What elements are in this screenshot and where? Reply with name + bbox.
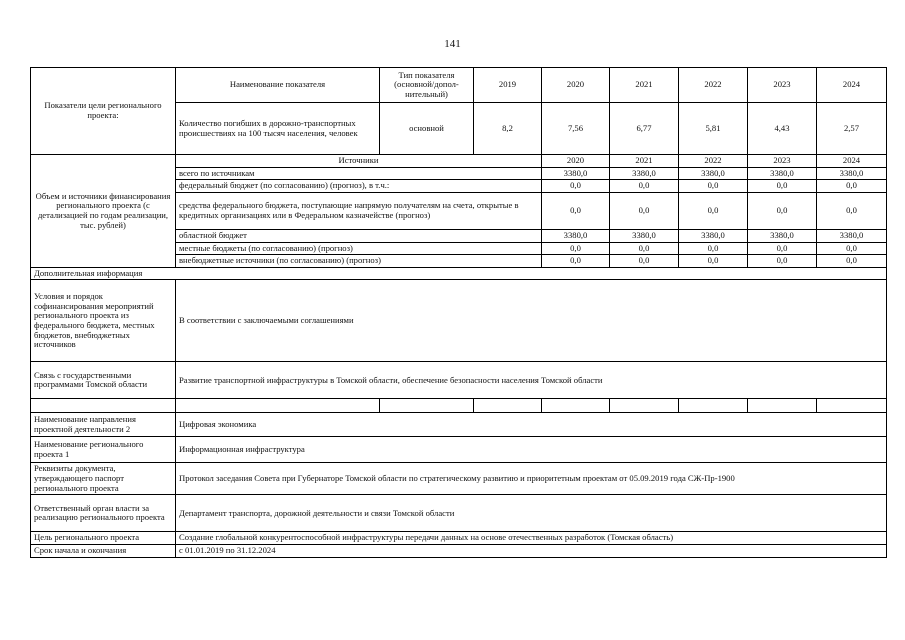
financing-value: 0,0 [817, 255, 887, 268]
indicators-section-label: Показатели цели регионального проекта: [31, 68, 176, 155]
blank-cell [610, 399, 679, 413]
financing-source-label: внебюджетные источники (по согласованию) (прогноз) [176, 255, 542, 268]
financing-year-header: 2022 [679, 155, 748, 168]
project-name-value: Информационная инфраструктура [176, 437, 887, 463]
blank-cell [542, 399, 610, 413]
financing-year-header: 2021 [610, 155, 679, 168]
additional-info-row [31, 267, 887, 280]
indicator-name-header: Наименование показателя [176, 68, 380, 103]
indicator-type: основной [380, 103, 474, 155]
indicator-year-header: 2019 [474, 68, 542, 103]
financing-source-label: областной бюджет [176, 229, 542, 242]
financing-value: 0,0 [542, 255, 610, 268]
regional-project-table [30, 67, 887, 558]
document-details-row [31, 463, 887, 495]
financing-value: 3380,0 [610, 167, 679, 180]
financing-value: 0,0 [610, 192, 679, 229]
financing-year-header: 2020 [542, 155, 610, 168]
period-row [31, 545, 887, 558]
financing-value: 0,0 [748, 242, 817, 255]
financing-value: 0,0 [610, 242, 679, 255]
indicator-year-header: 2022 [679, 68, 748, 103]
project-name-label: Наименование регионального проекта 1 [31, 437, 176, 463]
indicator-value: 5,81 [679, 103, 748, 155]
indicator-year-header: 2021 [610, 68, 679, 103]
financing-value: 3380,0 [817, 167, 887, 180]
responsible-body-value: Департамент транспорта, дорожной деятельности и связи Томской области [176, 495, 887, 532]
blank-cell [176, 399, 380, 413]
financing-source-label: местные бюджеты (по согласованию) (прогноз) [176, 242, 542, 255]
blank-cell [31, 399, 176, 413]
document-details-label: Реквизиты документа, утверждающего паспорт регионального проекта [31, 463, 176, 495]
financing-value: 0,0 [748, 192, 817, 229]
financing-value: 3380,0 [542, 229, 610, 242]
responsible-body-row [31, 495, 887, 532]
financing-value: 0,0 [679, 180, 748, 193]
conditions-label: Условия и порядок софинансирования мероприятий регионального проекта из федерального бюджета, местных бюджетов, внебюджетных источников [31, 280, 176, 362]
blank-row [31, 399, 887, 413]
financing-value: 0,0 [817, 242, 887, 255]
period-label: Срок начала и окончания [31, 545, 176, 558]
financing-year-header: 2023 [748, 155, 817, 168]
indicator-value: 4,43 [748, 103, 817, 155]
indicators-header-row [31, 68, 887, 103]
financing-value: 3380,0 [817, 229, 887, 242]
state-programs-value: Развитие транспортной инфраструктуры в Томской области, обеспечение безопасности населения Томской области [176, 362, 887, 399]
indicator-year-header: 2020 [542, 68, 610, 103]
indicator-value: 7,56 [542, 103, 610, 155]
blank-cell [748, 399, 817, 413]
financing-value: 0,0 [610, 255, 679, 268]
financing-value: 0,0 [610, 180, 679, 193]
state-programs-row [31, 362, 887, 399]
document-details-value: Протокол заседания Совета при Губернаторе Томской области по стратегическому развитию и приоритетным проектам от 05.09.2019 года СЖ-Пр-1900 [176, 463, 887, 495]
financing-value: 0,0 [542, 180, 610, 193]
financing-value: 0,0 [542, 192, 610, 229]
financing-value: 3380,0 [679, 167, 748, 180]
blank-cell [679, 399, 748, 413]
financing-header-row [31, 155, 887, 168]
indicator-year-header: 2023 [748, 68, 817, 103]
direction-label: Наименование направления проектной деятельности 2 [31, 413, 176, 437]
project-name-row [31, 437, 887, 463]
financing-value: 0,0 [817, 180, 887, 193]
financing-value: 0,0 [679, 255, 748, 268]
sources-header: Источники [176, 155, 542, 168]
financing-source-label: средства федерального бюджета, поступающие напрямую получателям на счета, открытые в кредитных организациях или в Федеральном казначействе (прогноз) [176, 192, 542, 229]
project-goal-value: Создание глобальной конкурентоспособной инфраструктуры передачи данных на основе отечественных разработок (Томская область) [176, 532, 887, 545]
responsible-body-label: Ответственный орган власти за реализацию регионального проекта [31, 495, 176, 532]
indicator-name: Количество погибших в дорожно-транспортных происшествиях на 100 тысяч населения, человек [176, 103, 380, 155]
state-programs-label: Связь с государственными программами Томской области [31, 362, 176, 399]
blank-cell [380, 399, 474, 413]
financing-value: 0,0 [679, 242, 748, 255]
project-goal-label: Цель регионального проекта [31, 532, 176, 545]
financing-section-label: Объем и источники финансирования регионального проекта (с детализацией по годам реализации, тыс. рублей) [31, 155, 176, 268]
indicator-year-header: 2024 [817, 68, 887, 103]
financing-value: 0,0 [542, 242, 610, 255]
indicator-value: 2,57 [817, 103, 887, 155]
indicator-value: 6,77 [610, 103, 679, 155]
financing-value: 0,0 [748, 180, 817, 193]
project-goal-row [31, 532, 887, 545]
direction-value: Цифровая экономика [176, 413, 887, 437]
financing-value: 3380,0 [679, 229, 748, 242]
conditions-row [31, 280, 887, 362]
indicator-type-header: Тип показателя (основной/допол-нительный) [380, 68, 474, 103]
period-value: с 01.01.2019 по 31.12.2024 [176, 545, 887, 558]
blank-cell [817, 399, 887, 413]
financing-source-label: всего по источникам [176, 167, 542, 180]
conditions-value: В соответствии с заключаемыми соглашениями [176, 280, 887, 362]
financing-value: 0,0 [748, 255, 817, 268]
financing-value: 3380,0 [542, 167, 610, 180]
financing-value: 3380,0 [748, 167, 817, 180]
indicator-value: 8,2 [474, 103, 542, 155]
additional-info-heading: Дополнительная информация [31, 267, 887, 280]
financing-value: 0,0 [817, 192, 887, 229]
financing-value: 3380,0 [748, 229, 817, 242]
financing-year-header: 2024 [817, 155, 887, 168]
direction-row [31, 413, 887, 437]
page-number: 141 [444, 38, 461, 50]
financing-value: 0,0 [679, 192, 748, 229]
financing-value: 3380,0 [610, 229, 679, 242]
financing-source-label: федеральный бюджет (по согласованию) (прогноз), в т.ч.: [176, 180, 542, 193]
blank-cell [474, 399, 542, 413]
